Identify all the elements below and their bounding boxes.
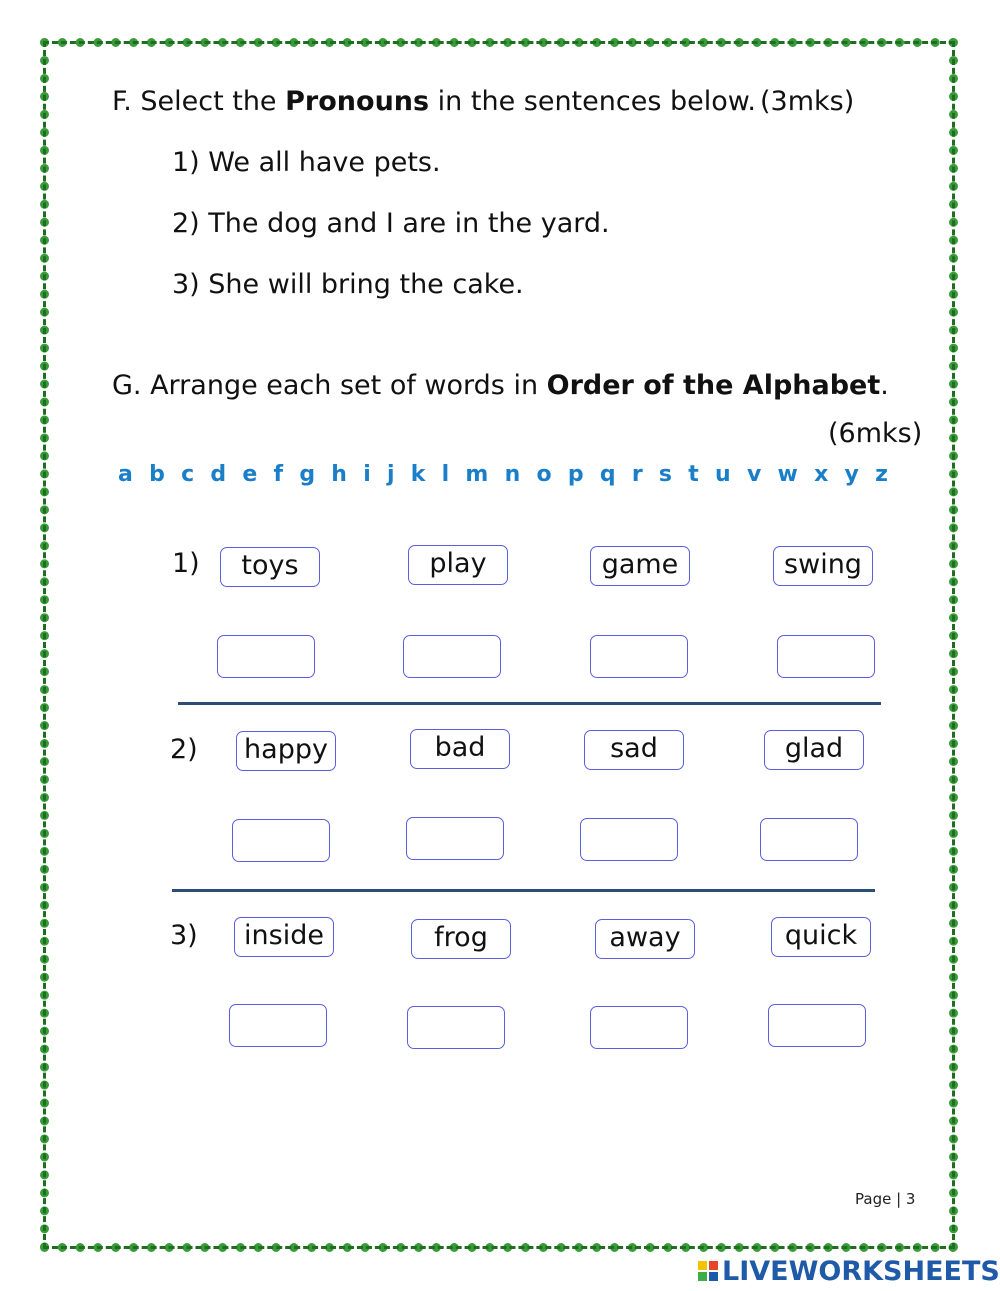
set-2-word-4[interactable]: glad <box>764 730 864 770</box>
set-1-answer-box-1[interactable] <box>217 635 315 678</box>
letter-c: c <box>181 462 195 487</box>
pronoun-sentence-1[interactable]: 1) We all have pets. <box>172 147 441 178</box>
section-f-marks: (3mks) <box>760 86 855 117</box>
letter-e: e <box>242 462 258 487</box>
set-3-answer-box-4[interactable] <box>768 1004 866 1047</box>
set-1-answer-box-2[interactable] <box>403 635 501 678</box>
set-3-word-3[interactable]: away <box>595 919 695 959</box>
pronoun-sentence-3[interactable]: 3) She will bring the cake. <box>172 269 524 300</box>
set-3-answer-box-1[interactable] <box>229 1004 327 1047</box>
set-1-answer-box-4[interactable] <box>777 635 875 678</box>
letter-q: q <box>599 462 616 487</box>
section-f-title-bold: Pronouns <box>285 86 430 117</box>
set-2-number: 2) <box>170 734 198 765</box>
letter-f: f <box>273 462 284 487</box>
set-1-word-2[interactable]: play <box>408 545 508 585</box>
letter-d: d <box>210 462 227 487</box>
set-2-word-3[interactable]: sad <box>584 730 684 770</box>
set-3-number: 3) <box>170 920 198 951</box>
letter-v: v <box>746 462 762 487</box>
liveworksheets-logo <box>698 1255 1000 1287</box>
set-3-word-4[interactable]: quick <box>771 917 871 957</box>
divider-line-1 <box>178 702 881 705</box>
set-2-word-1[interactable]: happy <box>236 731 336 771</box>
set-1-answer-box-3[interactable] <box>590 635 688 678</box>
logo-text: LIVEWORKSHEETS <box>722 1255 1000 1287</box>
set-3-word-2[interactable]: frog <box>411 919 511 959</box>
section-g-title-bold: Order of the Alphabet <box>546 370 881 401</box>
page-number: Page | 3 <box>855 1190 916 1208</box>
letter-o: o <box>536 462 552 487</box>
section-f-title <box>112 86 756 117</box>
set-3-word-1[interactable]: inside <box>234 917 334 957</box>
set-1-word-1[interactable]: toys <box>220 547 320 587</box>
section-f-title-start: F. Select the <box>112 86 286 117</box>
letter-p: p <box>567 462 584 487</box>
letter-k: k <box>410 462 426 487</box>
letter-u: u <box>715 462 731 487</box>
letter-m: m <box>465 462 489 487</box>
letter-g: g <box>299 462 316 487</box>
letter-h: h <box>331 462 347 487</box>
letter-s: s <box>658 462 673 487</box>
set-2-answer-box-2[interactable] <box>406 817 504 860</box>
pronoun-sentence-2[interactable]: 2) The dog and I are in the yard. <box>172 208 610 239</box>
letter-i: i <box>363 462 371 487</box>
divider-line-2 <box>172 889 875 892</box>
letter-n: n <box>504 462 521 487</box>
letter-w: w <box>777 462 798 487</box>
section-g-marks: (6mks) <box>828 418 923 449</box>
letter-l: l <box>441 462 450 487</box>
letter-j: j <box>386 462 395 487</box>
section-g-title-start: G. Arrange each set of words in <box>112 370 547 401</box>
letter-z: z <box>875 462 888 487</box>
set-2-word-2[interactable]: bad <box>410 729 510 769</box>
set-1-word-4[interactable]: swing <box>773 546 873 586</box>
set-2-answer-box-3[interactable] <box>580 818 678 861</box>
alphabet-strip <box>118 462 888 487</box>
set-2-answer-box-4[interactable] <box>760 818 858 861</box>
letter-a: a <box>118 462 133 487</box>
letter-r: r <box>631 462 643 487</box>
section-g-title-end: . <box>880 370 889 401</box>
set-3-answer-box-3[interactable] <box>590 1006 688 1049</box>
letter-t: t <box>688 462 699 487</box>
set-3-answer-box-2[interactable] <box>407 1006 505 1049</box>
letter-b: b <box>149 462 165 487</box>
letter-y: y <box>844 462 859 487</box>
logo-icon <box>698 1261 718 1281</box>
set-2-answer-box-1[interactable] <box>232 819 330 862</box>
set-1-word-3[interactable]: game <box>590 546 690 586</box>
letter-x: x <box>814 462 829 487</box>
section-g-title <box>112 370 889 401</box>
section-f-title-end: in the sentences below. <box>429 86 756 117</box>
set-1-number: 1) <box>172 548 200 579</box>
